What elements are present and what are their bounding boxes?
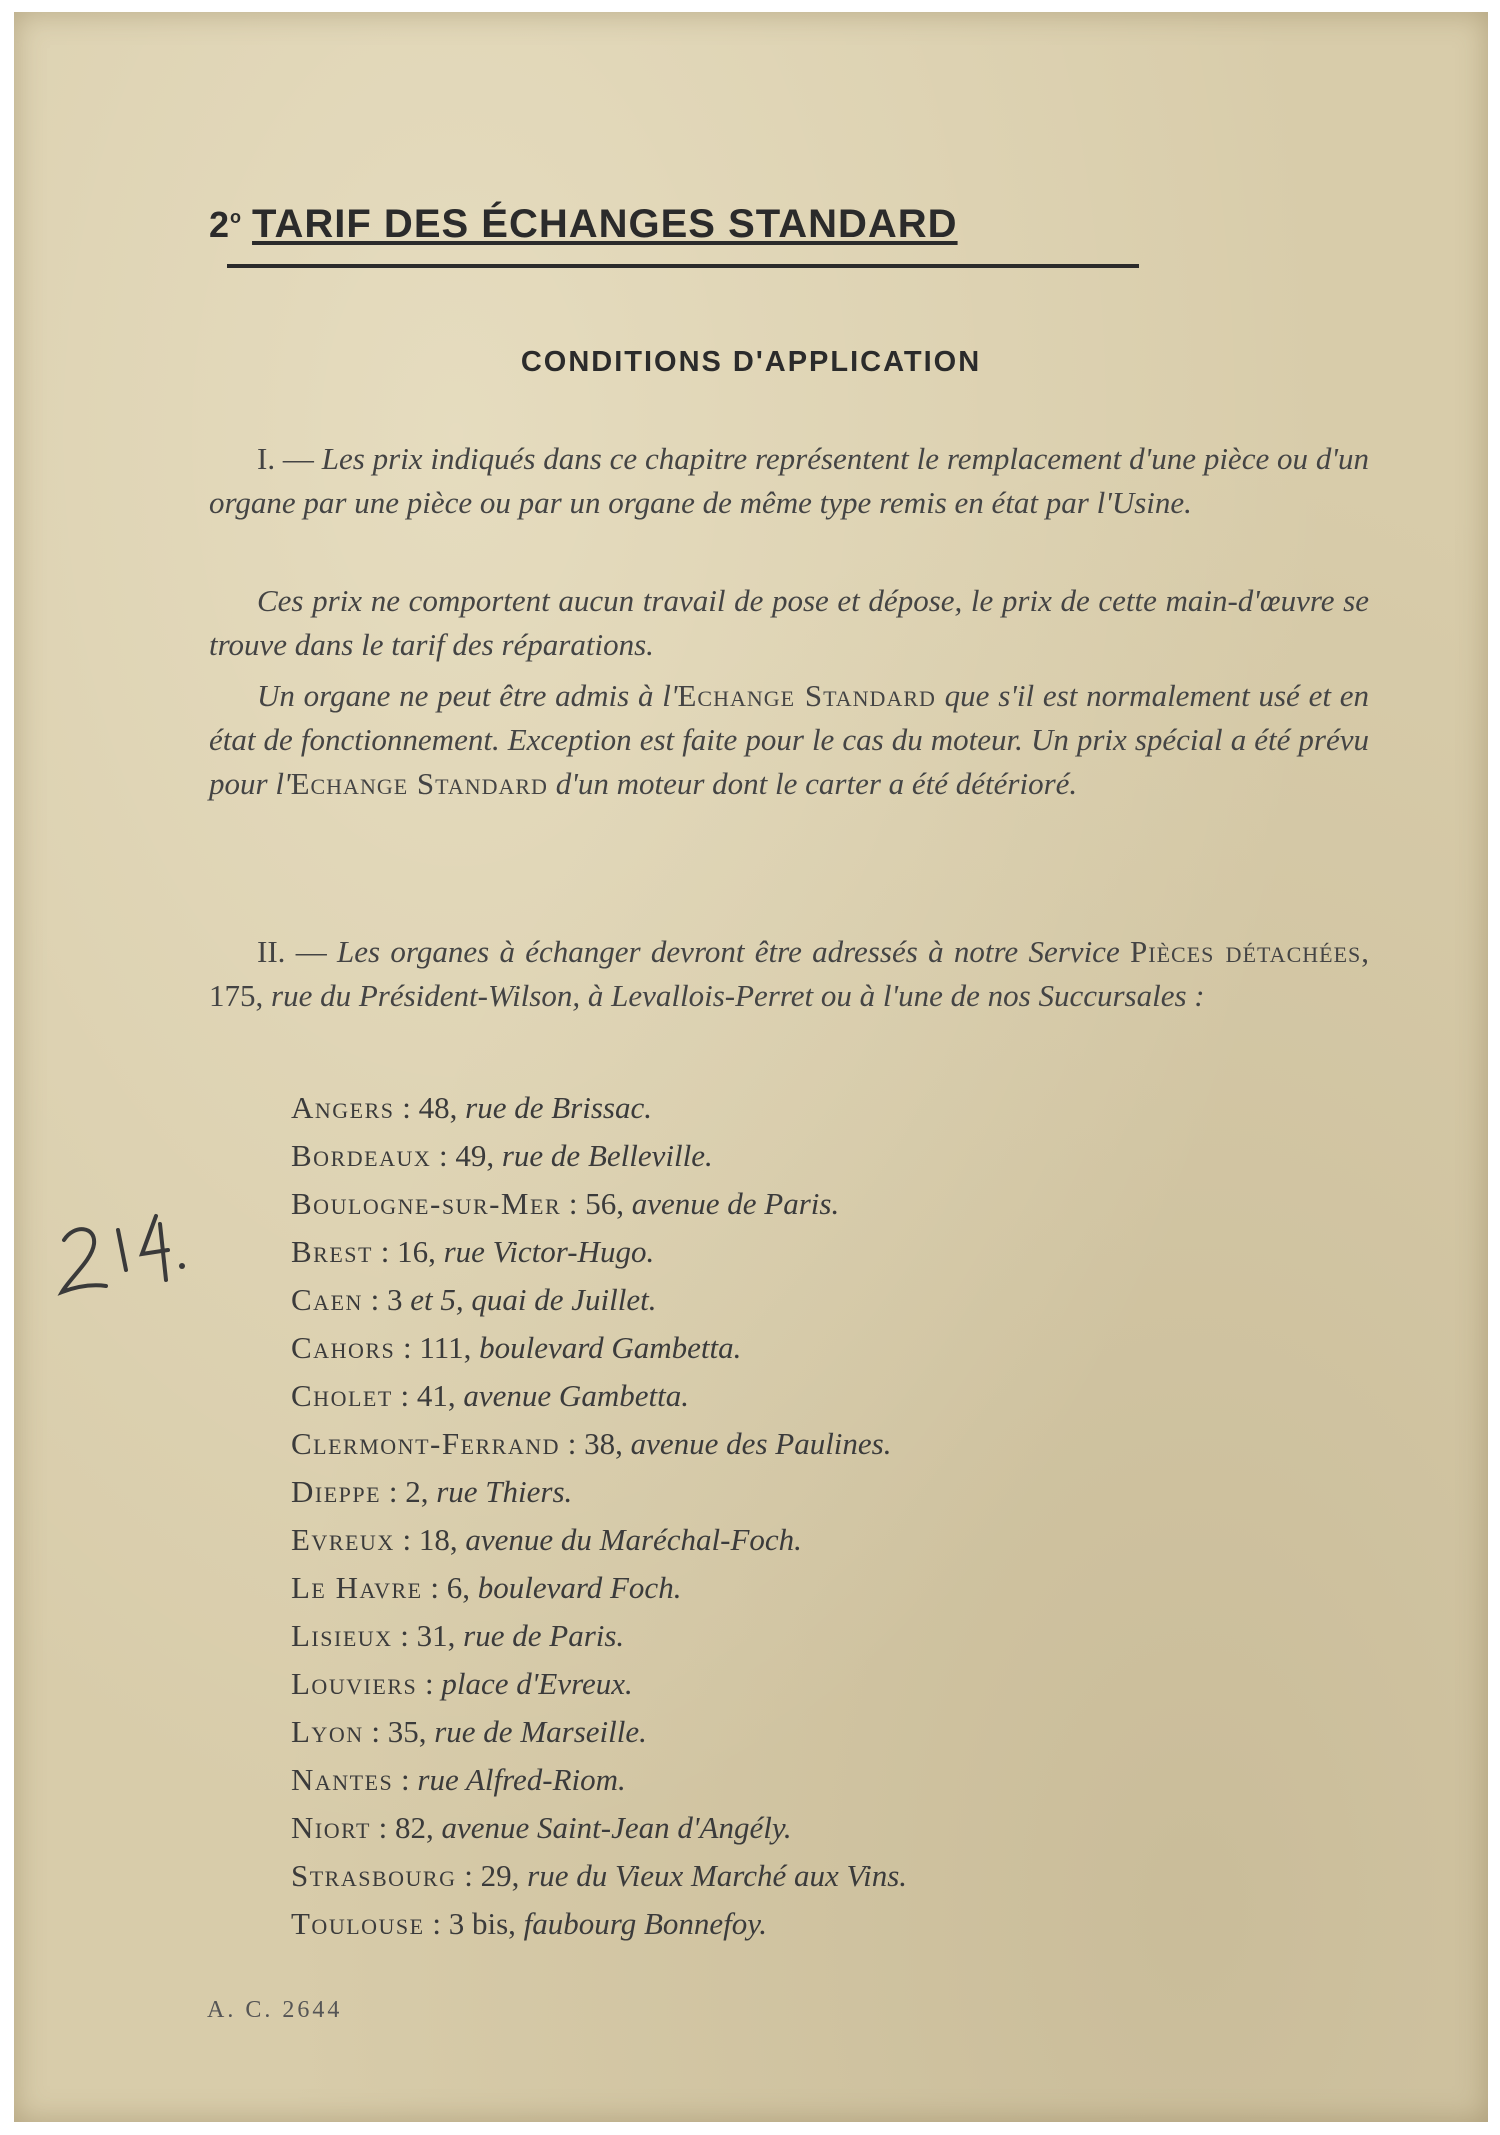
list-item: [291, 1132, 907, 1180]
branch-separator: :: [392, 1378, 417, 1413]
branch-city: Caen: [291, 1282, 363, 1317]
branch-separator: :: [395, 1330, 420, 1365]
branch-city: Louviers: [291, 1666, 418, 1701]
branch-city: Lyon: [291, 1714, 364, 1749]
branch-street: place d'Evreux.: [441, 1666, 633, 1701]
list-item: [291, 1852, 907, 1900]
branch-street: rue de Paris.: [463, 1618, 625, 1653]
branch-street: avenue de Paris.: [631, 1186, 840, 1221]
list-item: [291, 1084, 907, 1132]
paragraph-4-part-c: rue du Président-Wilson, à Levallois-Perret ou à l'une de nos Succursales :: [263, 978, 1205, 1013]
title-number: 2: [209, 204, 231, 245]
document-page: [14, 12, 1488, 2122]
echange-standard-term: Echange Standard: [290, 766, 548, 801]
branch-separator: :: [372, 1234, 398, 1269]
branch-street: avenue Gambetta.: [463, 1378, 689, 1413]
branch-street: faubourg Bonnefoy.: [523, 1906, 768, 1941]
branch-street: avenue Saint-Jean d'Angély.: [441, 1810, 792, 1845]
branch-street: rue Alfred-Riom.: [417, 1762, 626, 1797]
branch-separator: :: [363, 1714, 388, 1749]
branch-separator: :: [394, 1522, 419, 1557]
pieces-detachees-term: Pièces détachées: [1130, 934, 1362, 969]
list-item: [291, 1180, 907, 1228]
handwritten-mark: [56, 1202, 196, 1312]
branch-street: et 5, quai de Juillet.: [410, 1282, 657, 1317]
list-item: [291, 1900, 907, 1948]
branch-separator: :: [362, 1282, 388, 1317]
branch-street: rue de Brissac.: [465, 1090, 652, 1125]
list-item: [291, 1324, 907, 1372]
branch-city: Toulouse: [291, 1906, 425, 1941]
branch-street: avenue du Maréchal-Foch.: [465, 1522, 802, 1557]
branch-city: Boulogne-sur-Mer: [291, 1186, 562, 1221]
echange-standard-term: Echange Standard: [677, 678, 936, 713]
branch-city: Le Havre: [291, 1570, 423, 1605]
list-item: [291, 1276, 907, 1324]
branch-separator: :: [431, 1138, 456, 1173]
paragraph-4-street-number: , 175,: [209, 934, 1369, 1013]
branch-city: Niort: [291, 1810, 371, 1845]
branch-number: 111,: [419, 1330, 472, 1365]
title-underline: [227, 264, 1139, 268]
handwritten-page-number: [56, 1202, 196, 1317]
branch-street: rue Victor-Hugo.: [443, 1234, 655, 1269]
branch-city: Cholet: [291, 1378, 393, 1413]
branch-list: [291, 1084, 907, 1948]
branch-number: 56,: [585, 1186, 624, 1221]
branch-separator: :: [392, 1618, 417, 1653]
branch-separator: :: [393, 1762, 418, 1797]
branch-separator: :: [422, 1570, 447, 1605]
section-subtitle: CONDITIONS D'APPLICATION: [520, 346, 982, 378]
list-item: [291, 1372, 907, 1420]
branch-street: boulevard Gambetta.: [479, 1330, 742, 1365]
list-item: [291, 1612, 907, 1660]
paragraph-3-part-c: d'un moteur dont le carter a été détérioré.: [547, 766, 1078, 801]
branch-number: 3 bis,: [448, 1906, 516, 1941]
paragraph-2: Ces prix ne comportent aucun travail de pose et dépose, le prix de cette main-d'œuvre se trouve dans le tarif des réparations.: [209, 583, 1369, 662]
list-item: [291, 1468, 907, 1516]
branch-city: Nantes: [291, 1762, 394, 1797]
branch-city: Evreux: [291, 1522, 395, 1557]
branch-separator: :: [560, 1426, 585, 1461]
page-title: [209, 202, 958, 247]
paragraph-1: [209, 437, 1369, 525]
paragraph-1-number: I. —: [257, 441, 314, 476]
branch-number: 41,: [416, 1378, 456, 1413]
branch-number: 6,: [446, 1570, 470, 1605]
branch-number: 29,: [480, 1858, 520, 1893]
branch-city: Dieppe: [291, 1474, 382, 1509]
branch-number: 48,: [418, 1090, 458, 1125]
branch-number: 3: [387, 1282, 403, 1317]
paragraph-1-text: Les prix indiqués dans ce chapitre représentent le remplacement d'une pièce ou d'un organe par une pièce ou par un organe de même type remis en état par l'Usine.: [209, 441, 1369, 520]
paragraph-3-part-b: que s'il est normalement usé et en état de fonctionnement. Exception est faite pour le cas du moteur. Un prix spécial a été prévu pour l': [209, 678, 1369, 801]
branch-city: Strasbourg: [291, 1858, 457, 1893]
list-item: [291, 1228, 907, 1276]
branch-number: 16,: [397, 1234, 436, 1269]
paragraph-3: [209, 674, 1369, 806]
branch-number: 49,: [455, 1138, 495, 1173]
branch-number: 35,: [387, 1714, 427, 1749]
branch-city: Brest: [291, 1234, 373, 1269]
list-item: [291, 1708, 907, 1756]
list-item: [291, 1564, 907, 1612]
branch-number: 2,: [405, 1474, 429, 1509]
branch-city: Lisieux: [291, 1618, 393, 1653]
branch-number: 82,: [395, 1810, 434, 1845]
branch-street: rue de Marseille.: [434, 1714, 647, 1749]
paragraph-3-part-a: Un organe ne peut être admis à l': [257, 678, 678, 713]
title-text: TARIF DES ÉCHANGES STANDARD: [252, 202, 958, 246]
list-item: [291, 1660, 907, 1708]
branch-separator: :: [381, 1474, 406, 1509]
branch-separator: :: [424, 1906, 449, 1941]
title-ordinal: o: [230, 206, 243, 227]
branch-number: 38,: [584, 1426, 623, 1461]
list-item: [291, 1804, 907, 1852]
list-item: [291, 1516, 907, 1564]
branch-city: Bordeaux: [291, 1138, 432, 1173]
branch-separator: :: [561, 1186, 586, 1221]
branch-city: Angers: [291, 1090, 395, 1125]
branch-street: rue de Belleville.: [501, 1138, 713, 1173]
paragraph-4-part-a: Les organes à échanger devront être adressés à notre Service: [337, 934, 1131, 969]
branch-street: avenue des Paulines.: [630, 1426, 892, 1461]
branch-number: 18,: [418, 1522, 458, 1557]
branch-separator: :: [394, 1090, 419, 1125]
branch-street: boulevard Foch.: [477, 1570, 682, 1605]
list-item: [291, 1420, 907, 1468]
branch-city: Clermont-Ferrand: [291, 1426, 561, 1461]
branch-street: rue du Vieux Marché aux Vins.: [527, 1858, 908, 1893]
paragraph-4: [209, 930, 1369, 1018]
branch-street: rue Thiers.: [436, 1474, 573, 1509]
list-item: [291, 1756, 907, 1804]
footer-reference: A. C. 2644: [207, 1997, 343, 2023]
branch-separator: :: [370, 1810, 396, 1845]
branch-number: 31,: [416, 1618, 456, 1653]
branch-separator: :: [417, 1666, 442, 1701]
branch-separator: :: [456, 1858, 481, 1893]
branch-city: Cahors: [291, 1330, 396, 1365]
paragraph-4-number: II. —: [257, 934, 327, 969]
